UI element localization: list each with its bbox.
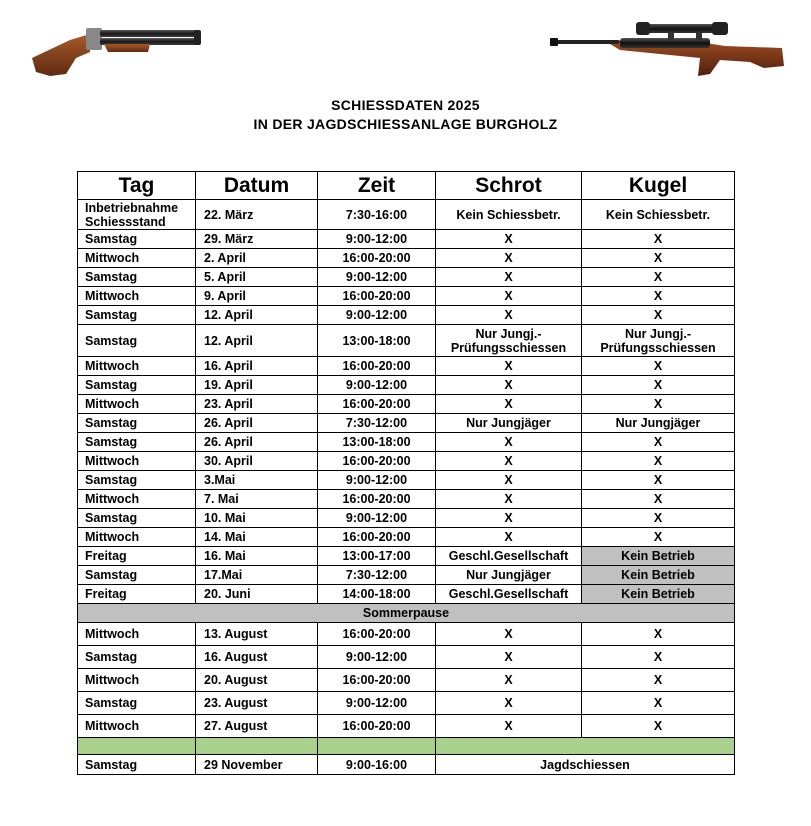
table-row bbox=[78, 325, 735, 357]
cell-datum: 29 November bbox=[196, 755, 318, 775]
cell-tag: Samstag bbox=[78, 325, 196, 357]
cell-tag: Mittwoch bbox=[78, 249, 196, 268]
cell-zeit: 14:00-18:00 bbox=[318, 585, 436, 604]
cell-zeit: 9:00-12:00 bbox=[318, 376, 436, 395]
header-schrot: Schrot bbox=[436, 172, 582, 200]
separator-cell bbox=[436, 738, 735, 755]
cell-datum: 20. Juni bbox=[196, 585, 318, 604]
cell-schrot: Nur Jungjäger bbox=[436, 566, 582, 585]
cell-kugel: X bbox=[582, 490, 735, 509]
cell-datum: 14. Mai bbox=[196, 528, 318, 547]
cell-schrot: Geschl.Gesellschaft bbox=[436, 585, 582, 604]
cell-tag: Samstag bbox=[78, 566, 196, 585]
table-row bbox=[78, 471, 735, 490]
cell-zeit: 16:00-20:00 bbox=[318, 490, 436, 509]
cell-datum: 16. April bbox=[196, 357, 318, 376]
cell-kugel: X bbox=[582, 669, 735, 692]
cell-tag: Samstag bbox=[78, 268, 196, 287]
cell-schrot: X bbox=[436, 376, 582, 395]
shotgun-image bbox=[30, 18, 202, 80]
header-tag: Tag bbox=[78, 172, 196, 200]
cell-datum: 13. August bbox=[196, 623, 318, 646]
cell-tag: Samstag bbox=[78, 509, 196, 528]
cell-datum: 19. April bbox=[196, 376, 318, 395]
cell-schrot: Nur Jungj.- Prüfungsschiessen bbox=[436, 325, 582, 357]
cell-tag: Freitag bbox=[78, 547, 196, 566]
cell-kugel: X bbox=[582, 357, 735, 376]
cell-tag: Samstag bbox=[78, 230, 196, 249]
cell-tag: Mittwoch bbox=[78, 490, 196, 509]
cell-zeit: 13:00-18:00 bbox=[318, 325, 436, 357]
cell-zeit: 16:00-20:00 bbox=[318, 287, 436, 306]
cell-tag: Samstag bbox=[78, 646, 196, 669]
rifle-with-scope-image bbox=[550, 22, 785, 84]
cell-datum: 20. August bbox=[196, 669, 318, 692]
cell-datum: 5. April bbox=[196, 268, 318, 287]
header-datum: Datum bbox=[196, 172, 318, 200]
cell-kugel: Kein Betrieb bbox=[582, 547, 735, 566]
cell-kugel: X bbox=[582, 376, 735, 395]
cell-zeit: 16:00-20:00 bbox=[318, 528, 436, 547]
cell-zeit: 9:00-12:00 bbox=[318, 646, 436, 669]
summer-break-row bbox=[78, 604, 735, 623]
cell-datum: 26. April bbox=[196, 433, 318, 452]
cell-datum: 26. April bbox=[196, 414, 318, 433]
table-row bbox=[78, 414, 735, 433]
separator-cell bbox=[78, 738, 196, 755]
header-zeit: Zeit bbox=[318, 172, 436, 200]
cell-zeit: 7:30-16:00 bbox=[318, 200, 436, 230]
cell-datum: 10. Mai bbox=[196, 509, 318, 528]
cell-zeit: 9:00-16:00 bbox=[318, 755, 436, 775]
cell-zeit: 16:00-20:00 bbox=[318, 395, 436, 414]
cell-tag: Mittwoch bbox=[78, 715, 196, 738]
cell-kugel: X bbox=[582, 715, 735, 738]
table-row bbox=[78, 376, 735, 395]
cell-tag: Samstag bbox=[78, 433, 196, 452]
table-row bbox=[78, 306, 735, 325]
cell-schrot: X bbox=[436, 452, 582, 471]
cell-kugel: X bbox=[582, 230, 735, 249]
cell-kugel: Kein Betrieb bbox=[582, 566, 735, 585]
cell-schrot: X bbox=[436, 306, 582, 325]
cell-tag: Mittwoch bbox=[78, 357, 196, 376]
cell-tag: Samstag bbox=[78, 692, 196, 715]
cell-tag: Mittwoch bbox=[78, 452, 196, 471]
cell-kugel: X bbox=[582, 287, 735, 306]
cell-zeit: 16:00-20:00 bbox=[318, 623, 436, 646]
cell-schrot: X bbox=[436, 395, 582, 414]
cell-tag: Samstag bbox=[78, 471, 196, 490]
summer-break-label: Sommerpause bbox=[78, 604, 735, 623]
cell-zeit: 13:00-17:00 bbox=[318, 547, 436, 566]
cell-tag: Samstag bbox=[78, 376, 196, 395]
cell-schrot: X bbox=[436, 623, 582, 646]
table-row bbox=[78, 357, 735, 376]
cell-datum: 22. März bbox=[196, 200, 318, 230]
cell-zeit: 16:00-20:00 bbox=[318, 715, 436, 738]
cell-event: Jagdschiessen bbox=[436, 755, 735, 775]
cell-kugel: X bbox=[582, 692, 735, 715]
cell-datum: 30. April bbox=[196, 452, 318, 471]
cell-zeit: 9:00-12:00 bbox=[318, 509, 436, 528]
cell-zeit: 9:00-12:00 bbox=[318, 471, 436, 490]
cell-schrot: X bbox=[436, 528, 582, 547]
table-row bbox=[78, 566, 735, 585]
cell-zeit: 9:00-12:00 bbox=[318, 230, 436, 249]
cell-schrot: X bbox=[436, 490, 582, 509]
table-row bbox=[78, 669, 735, 692]
cell-tag: Samstag bbox=[78, 755, 196, 775]
header-kugel: Kugel bbox=[582, 172, 735, 200]
cell-schrot: Kein Schiessbetr. bbox=[436, 200, 582, 230]
cell-kugel: X bbox=[582, 471, 735, 490]
cell-kugel: X bbox=[582, 268, 735, 287]
separator-cell bbox=[196, 738, 318, 755]
cell-tag: Mittwoch bbox=[78, 623, 196, 646]
cell-datum: 3.Mai bbox=[196, 471, 318, 490]
table-row bbox=[78, 585, 735, 604]
cell-zeit: 9:00-12:00 bbox=[318, 268, 436, 287]
table-row bbox=[78, 646, 735, 669]
cell-schrot: Nur Jungjäger bbox=[436, 414, 582, 433]
document-subtitle: IN DER JAGDSCHIESSANLAGE BURGHOLZ bbox=[253, 116, 558, 132]
table-row bbox=[78, 268, 735, 287]
cell-tag: Mittwoch bbox=[78, 287, 196, 306]
cell-kugel: X bbox=[582, 306, 735, 325]
table-row bbox=[78, 230, 735, 249]
cell-datum: 23. April bbox=[196, 395, 318, 414]
cell-kugel: X bbox=[582, 646, 735, 669]
cell-kugel: Kein Betrieb bbox=[582, 585, 735, 604]
cell-zeit: 16:00-20:00 bbox=[318, 357, 436, 376]
cell-kugel: Kein Schiessbetr. bbox=[582, 200, 735, 230]
cell-zeit: 16:00-20:00 bbox=[318, 452, 436, 471]
cell-zeit: 7:30-12:00 bbox=[318, 566, 436, 585]
cell-schrot: X bbox=[436, 249, 582, 268]
table-row bbox=[78, 623, 735, 646]
cell-datum: 17.Mai bbox=[196, 566, 318, 585]
cell-datum: 12. April bbox=[196, 325, 318, 357]
cell-schrot: X bbox=[436, 268, 582, 287]
cell-kugel: X bbox=[582, 623, 735, 646]
cell-zeit: 16:00-20:00 bbox=[318, 669, 436, 692]
document-title: SCHIESSDATEN 2025 bbox=[331, 97, 480, 113]
cell-zeit: 9:00-12:00 bbox=[318, 306, 436, 325]
cell-schrot: Geschl.Gesellschaft bbox=[436, 547, 582, 566]
table-row bbox=[78, 547, 735, 566]
cell-kugel: X bbox=[582, 509, 735, 528]
cell-schrot: X bbox=[436, 230, 582, 249]
cell-tag: Samstag bbox=[78, 306, 196, 325]
table-row bbox=[78, 249, 735, 268]
cell-datum: 12. April bbox=[196, 306, 318, 325]
table-row bbox=[78, 528, 735, 547]
schedule-table bbox=[77, 171, 735, 775]
table-row bbox=[78, 490, 735, 509]
cell-schrot: X bbox=[436, 692, 582, 715]
cell-datum: 16. August bbox=[196, 646, 318, 669]
cell-kugel: Nur Jungjäger bbox=[582, 414, 735, 433]
cell-schrot: X bbox=[436, 715, 582, 738]
separator-cell bbox=[318, 738, 436, 755]
cell-tag: Mittwoch bbox=[78, 395, 196, 414]
cell-tag: Freitag bbox=[78, 585, 196, 604]
final-event-row bbox=[78, 755, 735, 775]
table-row bbox=[78, 509, 735, 528]
cell-schrot: X bbox=[436, 357, 582, 376]
table-row bbox=[78, 433, 735, 452]
separator-row bbox=[78, 738, 735, 755]
cell-datum: 23. August bbox=[196, 692, 318, 715]
cell-tag: Samstag bbox=[78, 414, 196, 433]
table-header-row bbox=[78, 172, 735, 200]
cell-kugel: X bbox=[582, 249, 735, 268]
cell-kugel: X bbox=[582, 433, 735, 452]
cell-kugel: X bbox=[582, 452, 735, 471]
table-row bbox=[78, 287, 735, 306]
cell-datum: 16. Mai bbox=[196, 547, 318, 566]
cell-kugel: X bbox=[582, 528, 735, 547]
cell-datum: 27. August bbox=[196, 715, 318, 738]
table-row bbox=[78, 200, 735, 230]
cell-tag: Inbetriebnahme Schiessstand bbox=[78, 200, 196, 230]
table-row bbox=[78, 692, 735, 715]
table-row bbox=[78, 452, 735, 471]
cell-tag: Mittwoch bbox=[78, 669, 196, 692]
cell-schrot: X bbox=[436, 509, 582, 528]
cell-schrot: X bbox=[436, 669, 582, 692]
cell-tag: Mittwoch bbox=[78, 528, 196, 547]
cell-zeit: 9:00-12:00 bbox=[318, 692, 436, 715]
cell-datum: 2. April bbox=[196, 249, 318, 268]
table-row bbox=[78, 715, 735, 738]
cell-kugel: X bbox=[582, 395, 735, 414]
cell-zeit: 13:00-18:00 bbox=[318, 433, 436, 452]
cell-schrot: X bbox=[436, 646, 582, 669]
cell-datum: 9. April bbox=[196, 287, 318, 306]
cell-kugel: Nur Jungj.- Prüfungsschiessen bbox=[582, 325, 735, 357]
cell-datum: 29. März bbox=[196, 230, 318, 249]
cell-datum: 7. Mai bbox=[196, 490, 318, 509]
cell-zeit: 7:30-12:00 bbox=[318, 414, 436, 433]
table-row bbox=[78, 395, 735, 414]
cell-schrot: X bbox=[436, 287, 582, 306]
cell-zeit: 16:00-20:00 bbox=[318, 249, 436, 268]
cell-schrot: X bbox=[436, 433, 582, 452]
cell-schrot: X bbox=[436, 471, 582, 490]
